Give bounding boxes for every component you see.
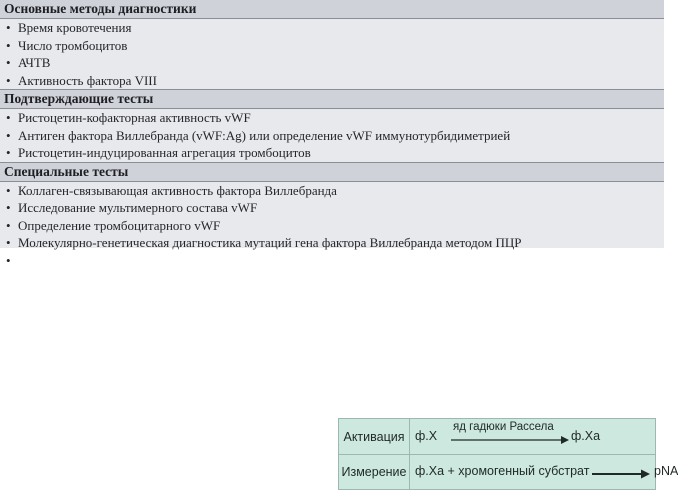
- activation-label: Активация: [339, 419, 410, 454]
- section-header-basic: Основные методы диагностики: [0, 0, 664, 19]
- pna-product: pNA: [654, 464, 678, 478]
- factor-xa: ф.Xa: [571, 429, 601, 443]
- arrow-right-icon: [592, 469, 650, 479]
- substrate-expression: ф.Xa + хромогенный субстрат: [415, 464, 590, 478]
- list-item: • Число тромбоцитов: [6, 37, 128, 53]
- activation-row: [339, 419, 655, 455]
- reagent-label: яд гадюки Рассела: [453, 421, 554, 433]
- section-header-confirmatory: Подтверждающие тесты: [0, 89, 664, 109]
- list-item: • Определение тромбоцитарного vWF: [6, 217, 221, 233]
- list-item: • АЧТВ: [6, 55, 51, 70]
- factor-x: ф.X: [415, 429, 438, 443]
- list-item: • Ристоцетин-кофакторная активность vWF: [6, 110, 251, 125]
- measurement-label: Измерение: [339, 454, 410, 489]
- list-item: • Ристоцетин-индуцированная агрегация тромбоцитов: [6, 145, 311, 160]
- list-item: • Активность фактора VIII: [6, 72, 157, 88]
- list-item: • Молекулярно-генетическая диагностика мутаций гена фактора Виллебранда методом ПЦР: [6, 235, 522, 250]
- list-item: • Коллаген-связывающая активность фактора Виллебранда: [6, 182, 337, 198]
- measurement-row: [339, 454, 678, 489]
- list-item: • Время кровотечения: [6, 20, 132, 35]
- assay-scheme-box: [338, 418, 678, 490]
- list-item: • Исследование мультимерного состава vWF: [6, 200, 258, 215]
- list-item: •: [6, 252, 11, 268]
- list-item: • Антиген фактора Виллебранда (vWF:Ag) или определение vWF иммунотурбидиметрией: [6, 127, 511, 143]
- arrow-right-icon: [451, 435, 569, 445]
- section-header-special: Специальные тесты: [0, 162, 664, 182]
